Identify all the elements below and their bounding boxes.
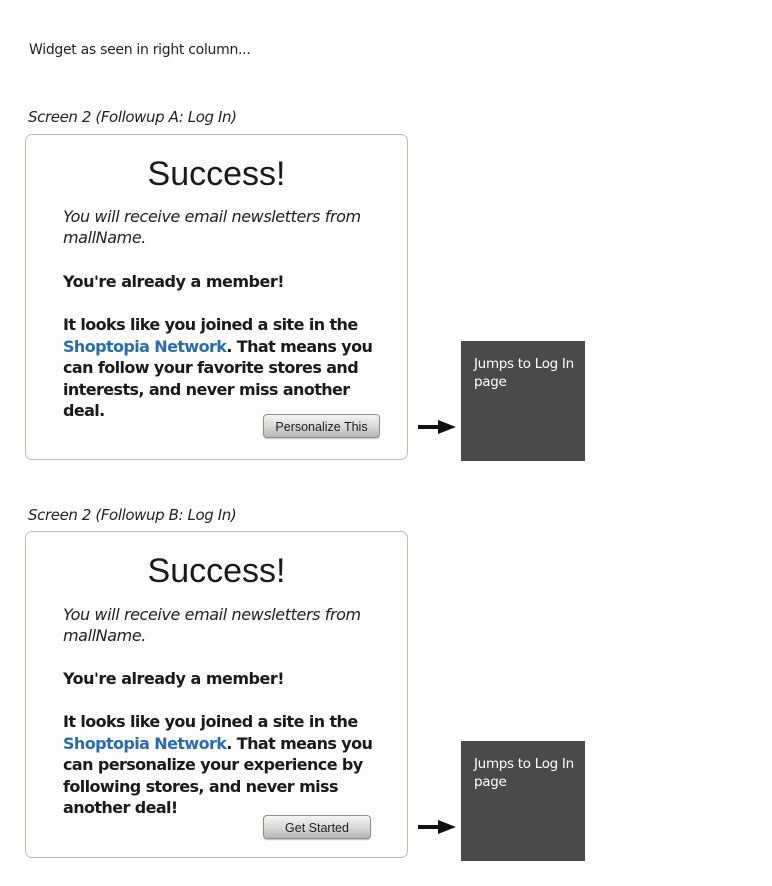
network-message-prefix: It looks like you joined a site in the (63, 315, 358, 334)
shoptopia-network-link[interactable]: Shoptopia Network (63, 336, 227, 356)
network-message-suffix: . That means you can personalize your experience by following stores, and never miss another deal! (63, 733, 373, 817)
network-message-suffix: . That means you can follow your favorite stores and interests, and never miss another deal. (63, 336, 373, 420)
screen-a-label: Screen 2 (Followup A: Log In) (28, 108, 237, 126)
arrow-right-icon (418, 420, 456, 434)
intro-text: Widget as seen in right column... (29, 42, 251, 58)
newsletter-message: You will receive email newsletters from mallName. (63, 207, 361, 247)
success-title: Success! (147, 552, 286, 590)
get-started-button[interactable]: Get Started (263, 815, 371, 839)
network-message-prefix: It looks like you joined a site in the (63, 712, 358, 731)
newsletter-message: You will receive email newsletters from mallName. (63, 605, 361, 645)
note-jumps-to-login-b: Jumps to Log In page (461, 741, 585, 861)
shoptopia-network-link[interactable]: Shoptopia Network (63, 733, 227, 753)
widget-followup-a (25, 134, 408, 460)
personalize-this-button[interactable]: Personalize This (263, 414, 380, 438)
success-title: Success! (147, 155, 286, 193)
widget-followup-b (25, 531, 408, 858)
network-message (63, 314, 383, 422)
network-message (63, 711, 383, 819)
note-jumps-to-login-a: Jumps to Log In page (461, 341, 585, 461)
member-message: You're already a member! (63, 669, 285, 688)
arrow-right-icon (418, 820, 456, 834)
member-message: You're already a member! (63, 272, 285, 291)
screen-b-label: Screen 2 (Followup B: Log In) (28, 506, 237, 524)
